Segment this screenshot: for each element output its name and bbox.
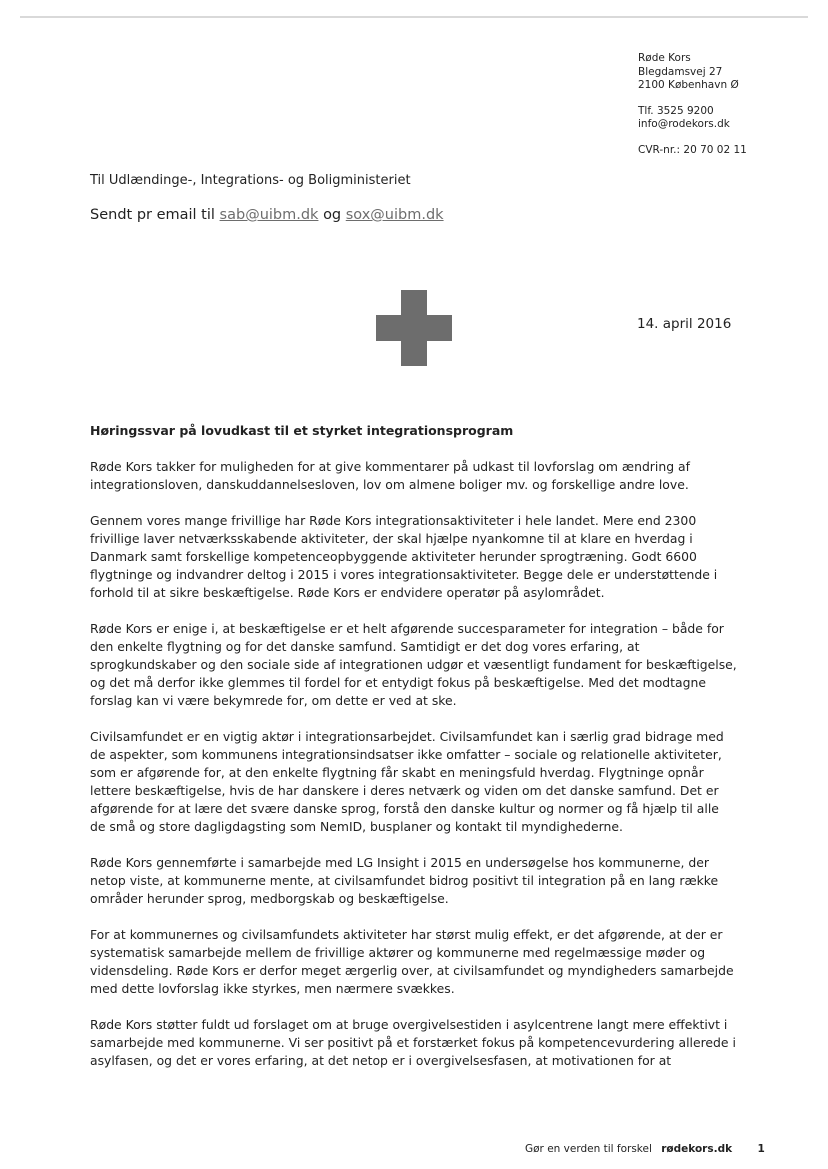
sent-conjunction: og bbox=[323, 207, 342, 223]
paragraph-6: For at kommunernes og civilsamfundets aktiviteter har størst mulig effekt, er det afgørende, at der er systematisk samarbejde mellem de frivillige aktører og kommunerne med regelmæssige møder og vidensdeling. Røde Kors er derfor meget ærgerlig over, at civilsamfundet og myndigheders samarbejde med dette lovforslag ikke styrkes, men nærmere svækkes. bbox=[90, 927, 734, 996]
sender-cvr: CVR-nr.: 20 70 02 11 bbox=[638, 143, 747, 156]
footer-brand: rødekors.dk bbox=[661, 1143, 733, 1155]
letter-heading: Høringssvar på lovudkast til et styrket integrationsprogram bbox=[90, 423, 514, 438]
page-footer bbox=[525, 1143, 765, 1155]
email-link-sox[interactable]: sox@uibm.dk bbox=[345, 207, 444, 223]
paragraph-2: Gennem vores mange frivillige har Røde Kors integrationsaktiviteter i hele landet. Mere end 2300 frivillige laver netværksskabende aktiviteter, der skal hjælpe nyankomne til at klare en hverdag i Danmark samt forskellige kompetenceopbyggende aktiviteter herunder sprogtræning. Godt 6600 flygtninge og indvandrer deltog i 2015 i vores integrationsaktiviteter. Begge dele er understøttende i forhold til at sikre beskæftigelse. Røde Kors er endvidere operatør på asylområdet. bbox=[90, 513, 718, 600]
sent-prefix: Sendt pr email til bbox=[90, 207, 215, 223]
paragraph-3: Røde Kors er enige i, at beskæftigelse er et helt afgørende succesparameter for integration – både for den enkelte flygtning og for det danske samfund. Samtidigt er det dog vores erfaring, at sprogkundskaber og den sociale side af integrationen udgør et væsentligt fundament for beskæftigelse, og det må derfor ikke glemmes til fordel for et entydigt fokus på beskæftigelse. Med det modtagne forslag kan vi være bekymrede for, om dette er ved at ske. bbox=[90, 621, 737, 708]
sender-address bbox=[638, 52, 747, 157]
sender-org: Røde Kors bbox=[638, 52, 691, 64]
footer-slogan: Gør en verden til forskel bbox=[525, 1143, 652, 1155]
paragraph-7: Røde Kors støtter fuldt ud forslaget om at bruge overgivelsestiden i asylcentrene langt mere effektivt i samarbejde med kommunerne. Vi ser positivt på et forstærket fokus på kompetencevurdering allerede i asylfasen, og det er vores erfaring, at det netop er i overgivelsesfasen, at motivationen for at bbox=[90, 1017, 736, 1068]
email-link-sab[interactable]: sab@uibm.dk bbox=[219, 207, 319, 223]
sender-street: Blegdamsvej 27 bbox=[638, 65, 723, 78]
sender-email: info@rodekors.dk bbox=[638, 118, 730, 130]
sent-line bbox=[90, 207, 444, 223]
sender-city: 2100 København Ø bbox=[638, 79, 739, 91]
letter-date: 14. april 2016 bbox=[637, 316, 732, 332]
paragraph-5: Røde Kors gennemførte i samarbejde med LG Insight i 2015 en undersøgelse hos kommunerne, der netop viste, at kommunerne mente, at civilsamfundet bidrog positivt til integration på en lang række områder herunder sprog, medborgskab og beskæftigelse. bbox=[90, 855, 719, 906]
red-cross-logo-icon bbox=[376, 290, 452, 366]
letter-body bbox=[90, 458, 738, 1088]
page-number: 1 bbox=[757, 1143, 765, 1155]
recipient-line: Til Udlændinge-, Integrations- og Boligministeriet bbox=[90, 173, 411, 188]
sender-phone: Tlf. 3525 9200 bbox=[638, 104, 714, 117]
paragraph-4: Civilsamfundet er en vigtig aktør i integrationsarbejdet. Civilsamfundet kan i særlig grad bidrage med de aspekter, som kommunens integrationsindsatser ikke omfatter – sociale og relationelle aktiviteter, som er afgørende for, at den enkelte flygtning får skabt en meningsfuld hverdag. Flygtninge opnår lettere beskæftigelse, hvis de har danskere i deres netværk og viden om det danske samfund. Det er afgørende for at lære det svære danske sprog, forstå den danske kultur og normer og få hjælp til alle de små og store dagligdagsting som NemID, busplaner og kontakt til myndighederne. bbox=[90, 729, 724, 834]
paragraph-1: Røde Kors takker for muligheden for at give kommentarer på udkast til lovforslag om ændring af integrationsloven, danskuddannelsesloven, lov om almene boliger mv. og forskellige andre love. bbox=[90, 459, 690, 492]
scan-edge-line bbox=[20, 16, 808, 18]
